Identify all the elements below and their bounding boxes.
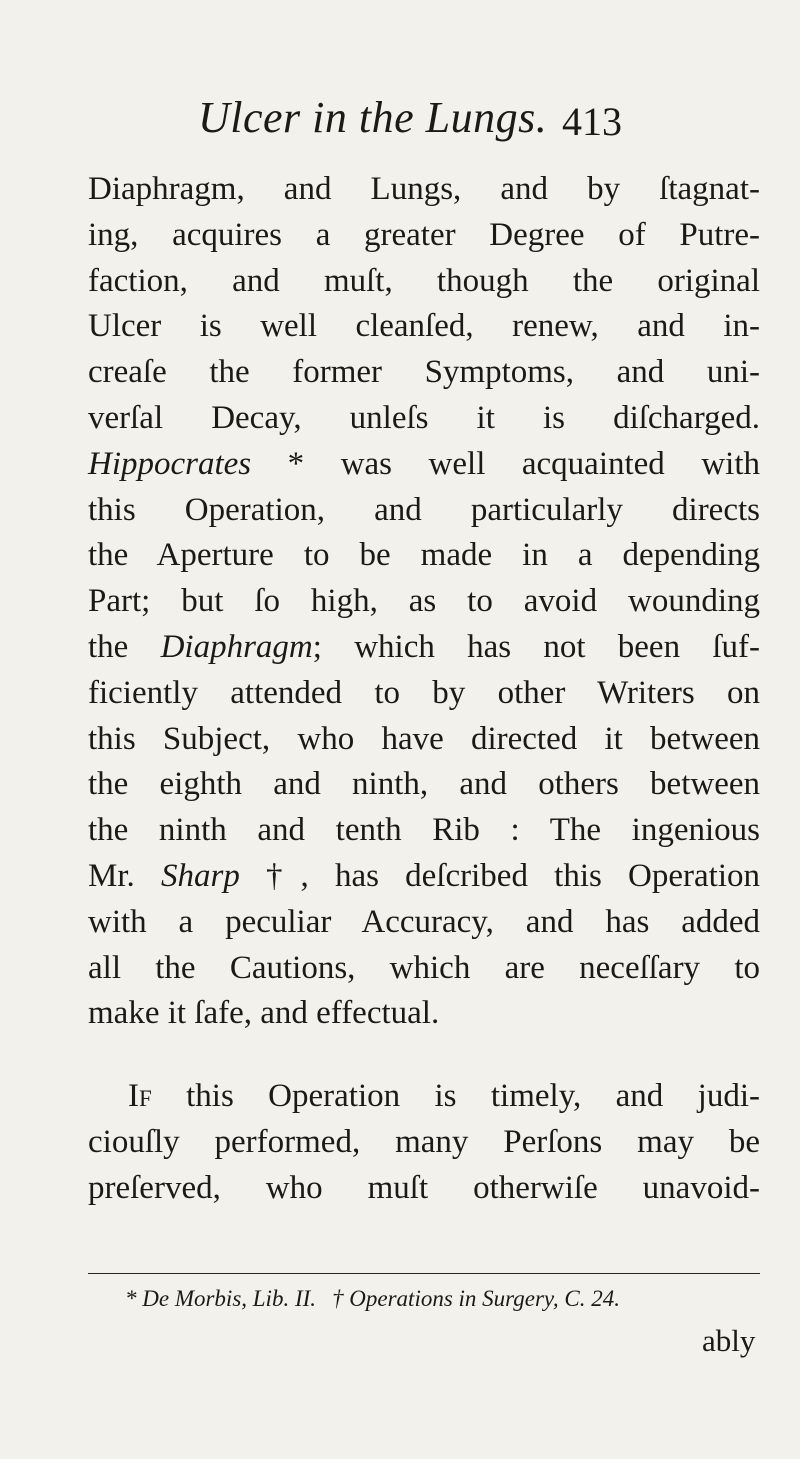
footnote-rule	[88, 1273, 760, 1274]
text-line: ing, acquires a greater Degree of Putre-	[88, 216, 760, 253]
small-caps-opening: If	[128, 1078, 152, 1115]
text-line: this Subject, who have directed it between	[88, 720, 760, 757]
text-line	[88, 854, 760, 900]
footnote-de-morbis: * De Morbis, Lib. II.	[125, 1286, 317, 1311]
text-segment: the	[88, 628, 161, 665]
text-segment: * was well acquainted with	[251, 445, 760, 482]
footnote-operations-in-surgery: † Operations in Surgery, C. 24.	[332, 1286, 620, 1311]
italic-name-hippocrates: Hippocrates	[88, 445, 252, 482]
text-segment: †, has deſcribed this Operation	[239, 857, 761, 894]
footnotes	[125, 1286, 765, 1312]
italic-name-sharp: Sharp	[160, 857, 240, 894]
paragraph-gap	[88, 1037, 760, 1074]
text-line: ciouſly performed, many Perſons may be	[88, 1123, 760, 1160]
text-line	[88, 625, 760, 671]
text-line: with a peculiar Accuracy, and has added	[88, 903, 760, 940]
catchword: ably	[702, 1323, 756, 1358]
text-line: Ulcer is well cleanſed, renew, and in-	[88, 308, 760, 345]
paragraph-first-line	[88, 1074, 760, 1120]
text-line: make it ſafe, and effectual.	[88, 995, 440, 1032]
text-line: the ninth and tenth Rib : The ingenious	[88, 812, 760, 849]
text-line: Diaphragm, and Lungs, and by ſtagnat-	[88, 171, 760, 207]
text-line: Part; but ſo high, as to avoid wounding	[88, 583, 760, 620]
text-line: ficiently attended to by other Writers on	[88, 674, 760, 711]
text-segment: ; which has not been ſuf-	[312, 628, 760, 665]
text-line: creaſe the former Symptoms, and uni-	[88, 354, 760, 391]
text-line: all the Cautions, which are neceſſary to	[88, 949, 760, 986]
page-header	[0, 92, 800, 152]
page-number: 413	[562, 99, 622, 144]
text-segment: this Operation is timely, and judi-	[151, 1078, 760, 1115]
text-segment: Mr.	[88, 857, 161, 894]
text-line: the eighth and ninth, and others between	[88, 766, 760, 803]
text-line: this Operation, and particularly directs	[88, 491, 760, 528]
text-line: verſal Decay, unleſs it is diſcharged.	[88, 399, 760, 436]
running-head: Ulcer in the Lungs.	[198, 93, 548, 142]
text-line: preſerved, who muſt otherwiſe unavoid-	[88, 1169, 760, 1206]
italic-word-diaphragm: Diaphragm	[160, 628, 313, 665]
text-line: faction, and muſt, though the original	[88, 262, 760, 299]
text-line: the Aperture to be made in a depending	[88, 537, 760, 574]
text-line	[88, 442, 760, 488]
body-text	[88, 167, 760, 1212]
